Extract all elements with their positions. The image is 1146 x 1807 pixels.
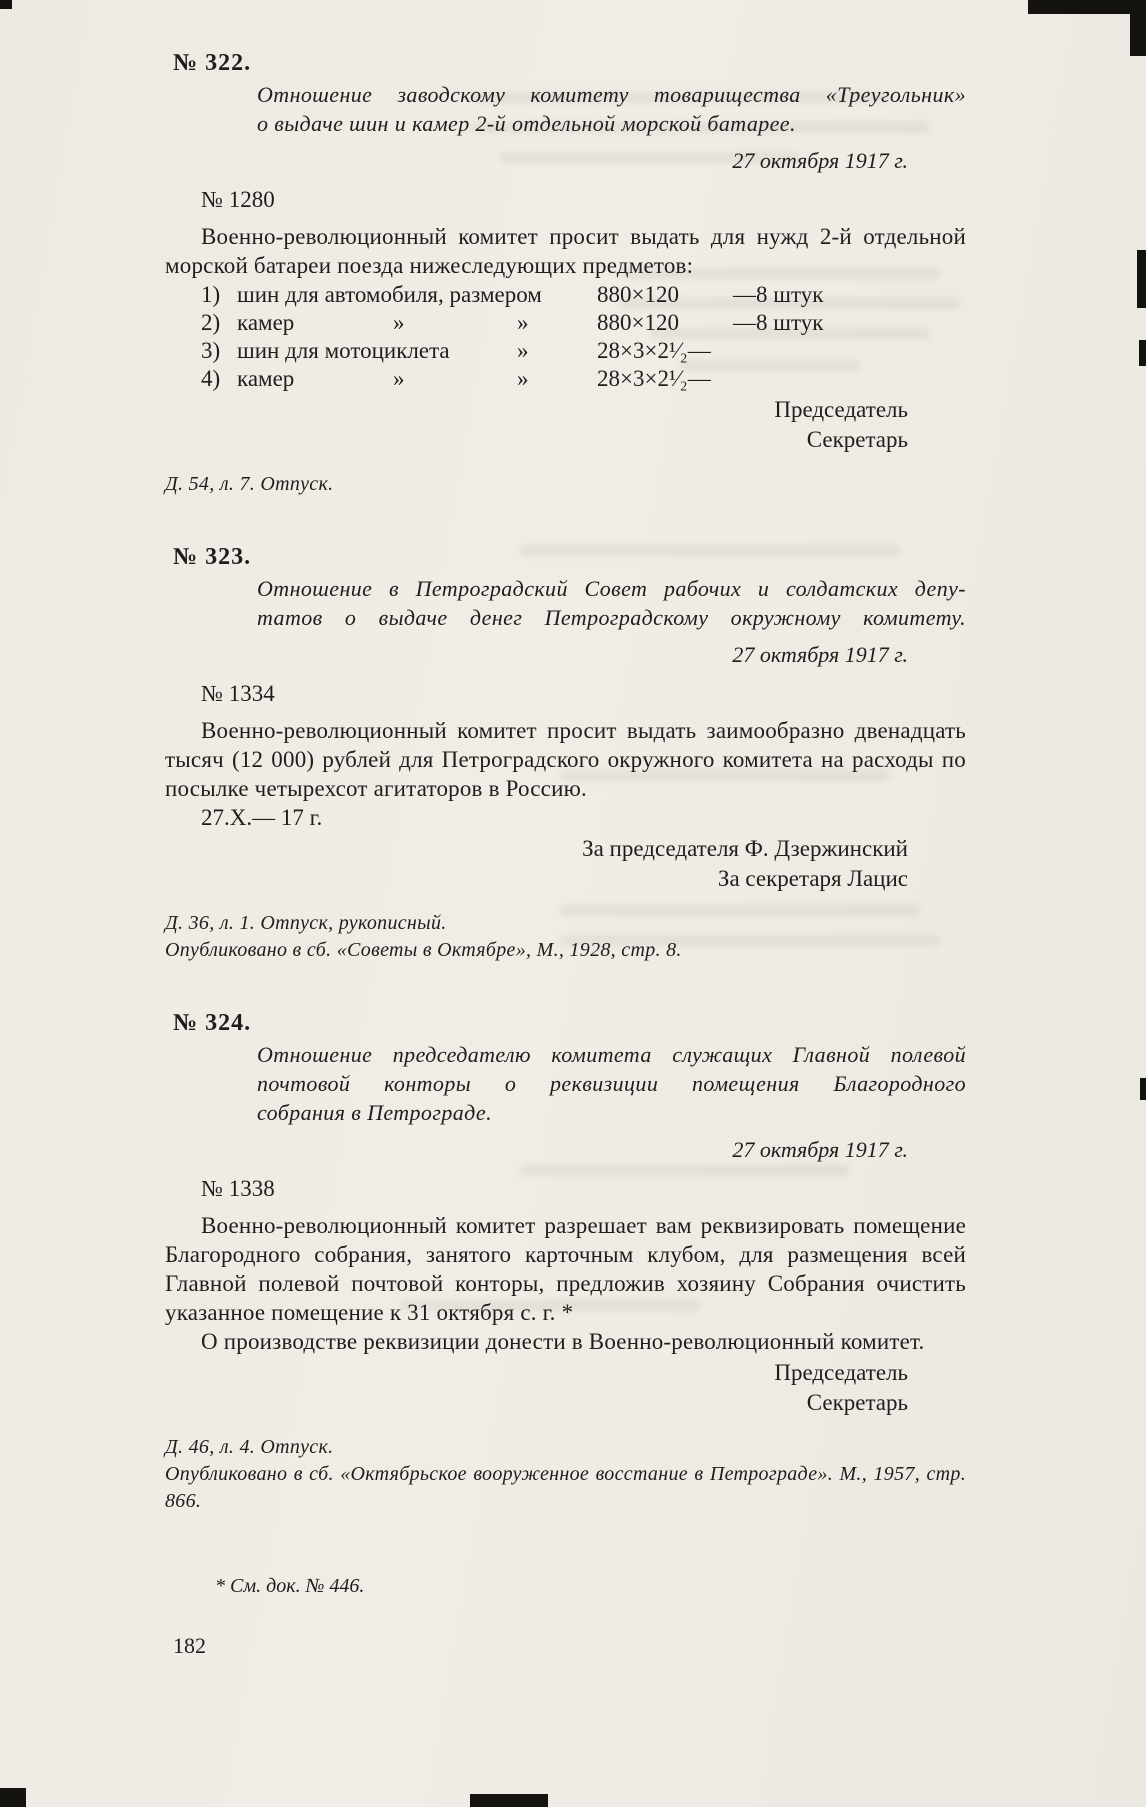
ditto-mark: » (517, 310, 529, 335)
title-line: Отношение в Петроградский Совет рабочих и солдатских депу- (257, 576, 966, 601)
signature: За председателя Ф. Дзержинский (582, 836, 908, 861)
item-size: 28×3×2¹⁄₂— (597, 366, 711, 391)
scan-artifact (1139, 340, 1146, 366)
scan-artifact (1028, 0, 1146, 14)
document-number: № 1334 (201, 681, 275, 706)
document-title (257, 80, 966, 138)
reference-block (165, 1434, 966, 1515)
signature-block (165, 395, 966, 455)
signature: Председатель (774, 1360, 908, 1385)
publication-reference: Опубликовано в сб. «Октябрьское вооруженное восстание в Петрограде». М., 1957, стр. 866. (165, 1463, 966, 1512)
document-323 (165, 542, 966, 964)
title-line: Отношение заводскому комитету товарищества «Треугольник» (257, 82, 966, 107)
item-name: камер (237, 310, 295, 335)
item-size: 880×120 (597, 282, 679, 307)
scan-artifact (0, 1788, 26, 1807)
archival-reference: Д. 54, л. 7. Отпуск. (165, 473, 334, 495)
item-size: 28×3×2¹⁄₂— (597, 338, 711, 363)
ditto-mark: » (517, 366, 529, 391)
ditto-mark: » (393, 310, 405, 335)
item-name: камер (237, 366, 295, 391)
document-324 (165, 1008, 966, 1515)
scan-artifact (0, 0, 12, 9)
footnote: * См. док. № 446. (215, 1575, 365, 1597)
item-number: 2) (201, 310, 221, 335)
item-list (165, 281, 966, 393)
document-heading: № 322. (173, 50, 252, 76)
document-number: № 1338 (201, 1176, 275, 1201)
title-line: почтовой конторы о реквизиции помещения Благородного (257, 1071, 966, 1096)
scan-artifact (1130, 12, 1146, 56)
document-heading: № 323. (173, 544, 252, 570)
archival-reference: Д. 46, л. 4. Отпуск. (165, 1436, 334, 1458)
document-title (257, 1040, 966, 1127)
signature: Секретарь (806, 1390, 908, 1415)
archival-reference: Д. 36, л. 1. Отпуск, рукописный. (165, 912, 447, 934)
publication-reference: Опубликовано в сб. «Советы в Октябре», М., 1928, стр. 8. (165, 939, 682, 961)
document-number: № 1280 (201, 187, 275, 212)
item-size: 880×120 (597, 310, 679, 335)
reference-block (165, 910, 966, 964)
signature: За секретаря Лацис (717, 866, 908, 891)
title-line: собрания в Петрограде. (257, 1100, 492, 1125)
item-number: 4) (201, 366, 221, 391)
document-heading: № 324. (173, 1010, 252, 1036)
reference-block (165, 471, 966, 498)
item-row (165, 281, 966, 309)
paragraph: Военно-революционный комитет просит выдать для нужд 2-й отдельной морской батареи поезда нижеследующих предметов: (165, 224, 966, 278)
item-quantity: —8 штук (733, 310, 824, 335)
item-name: шин для мотоциклета (237, 338, 450, 363)
document-date: 27 октября 1917 г. (732, 642, 908, 667)
item-row (165, 337, 966, 365)
document-title (257, 574, 966, 632)
item-number: 1) (201, 282, 221, 307)
handwritten-date: 27.X.— 17 г. (201, 805, 323, 830)
item-quantity: —8 штук (733, 282, 824, 307)
page-number: 182 (173, 1633, 206, 1658)
item-name: шин для автомобиля, размером (237, 282, 542, 307)
scan-artifact (470, 1794, 548, 1807)
item-row (165, 309, 966, 337)
title-line: татов о выдаче денег Петроградскому окружному комитету. (257, 605, 966, 630)
scan-artifact (1137, 250, 1146, 308)
item-number: 3) (201, 338, 221, 363)
item-row (165, 365, 966, 393)
signature: Председатель (774, 397, 908, 422)
paragraph: Военно-революционный комитет просит выдать заимообразно двенадцать тысяч (12 000) рублей для Петроградского окружного комитета на расходы по посылке четырехсот агитаторов в Россию. (165, 718, 966, 801)
document-date: 27 октября 1917 г. (732, 1137, 908, 1162)
signature: Секретарь (806, 427, 908, 452)
ditto-mark: » (517, 338, 529, 363)
scan-artifact (1140, 1078, 1146, 1100)
title-line: Отношение председателю комитета служащих Главной полевой (257, 1042, 966, 1067)
signature-block (165, 834, 966, 894)
signature-block (165, 1358, 966, 1418)
ditto-mark: » (393, 366, 405, 391)
title-line: о выдаче шин и камер 2-й отдельной морской батарее. (257, 111, 796, 136)
document-date: 27 октября 1917 г. (732, 148, 908, 173)
document-322 (165, 48, 966, 498)
paragraph: Военно-революционный комитет разрешает вам реквизировать помещение Благородного собрания, занятого карточным клубом, для размещения всей Главной полевой почтовой конторы, предложив хозяину Собрания очистить указанное помещение к 31 октября с. г. * (165, 1213, 966, 1325)
paragraph: О производстве реквизиции донести в Военно-революционный комитет. (201, 1329, 925, 1354)
